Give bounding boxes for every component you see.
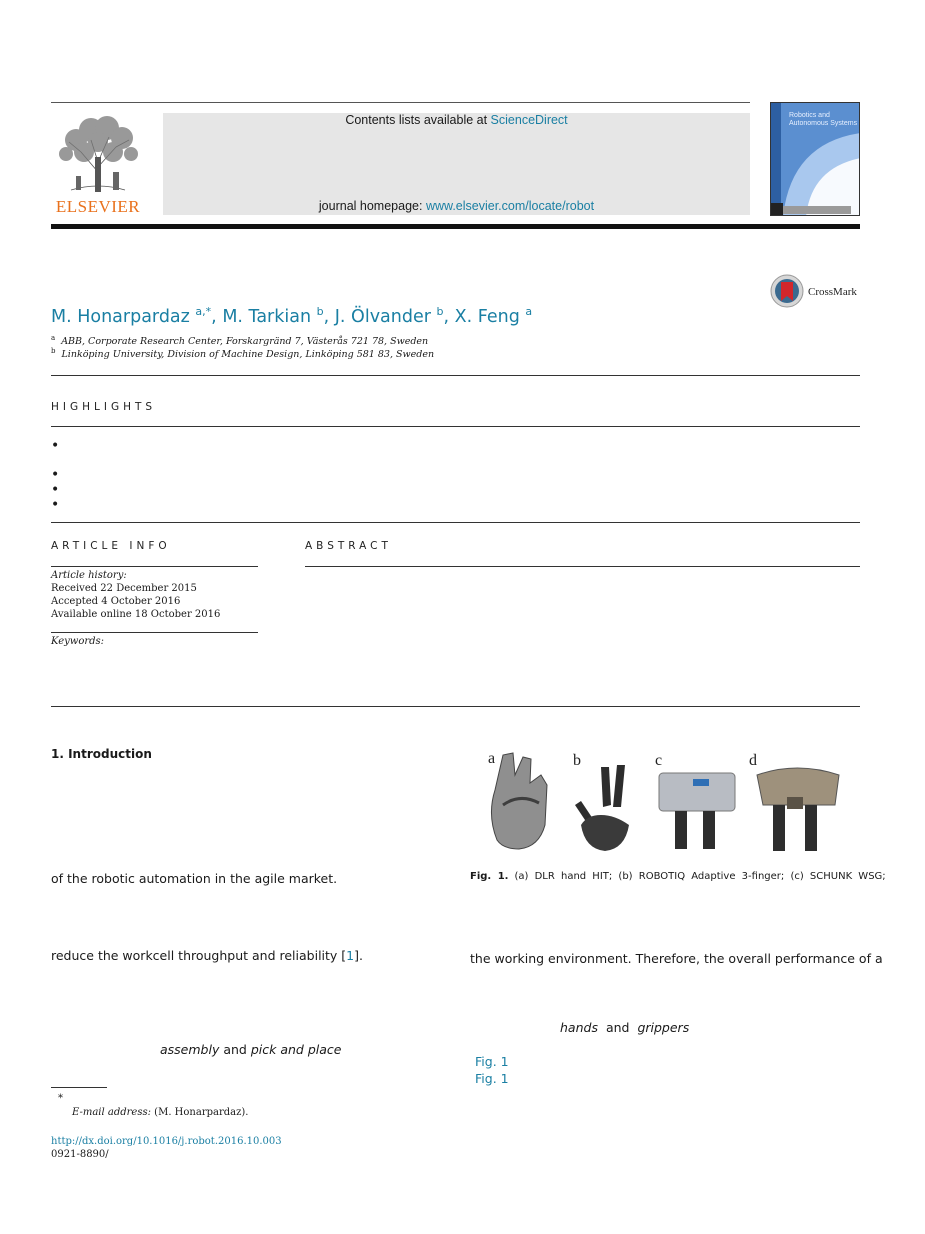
- figure-panel-b: [573, 752, 629, 851]
- fig-panel-letter: c: [655, 752, 663, 769]
- journal-homepage-link[interactable]: www.elsevier.com/locate/robot: [425, 199, 595, 213]
- intro-text: ].: [354, 948, 363, 963]
- term-grippers: grippers: [637, 1020, 690, 1035]
- crossmark-label: CrossMark: [808, 286, 857, 298]
- author-name[interactable]: M. Honarpardaz: [51, 306, 190, 327]
- author-name[interactable]: J. Ölvander: [334, 306, 431, 327]
- header-thick-rule: [51, 224, 860, 229]
- article-history-label: Article history:: [51, 570, 127, 581]
- email-label: E-mail address:: [72, 1107, 151, 1118]
- author-affiliation-mark[interactable]: a,*: [195, 305, 212, 318]
- journal-cover-image[interactable]: [770, 102, 860, 216]
- figure-1-grippers[interactable]: [475, 745, 860, 860]
- reference-link[interactable]: 1: [346, 948, 355, 963]
- figure-1-caption: [470, 871, 886, 882]
- highlights-heading: HIGHLIGHTS: [51, 401, 157, 413]
- author-name[interactable]: M. Tarkian: [222, 306, 312, 327]
- crossmark-icon: [770, 274, 804, 308]
- fig-panel-letter: b: [573, 752, 581, 769]
- crossmark-badge[interactable]: [770, 274, 862, 308]
- affiliation-mark: b: [51, 347, 56, 355]
- figure-panel-a: [488, 750, 547, 849]
- keywords-label: Keywords:: [51, 636, 105, 647]
- cover-journal-title: Robotics and Autonomous Systems: [789, 112, 858, 127]
- introduction-heading: 1. Introduction: [51, 747, 152, 761]
- fig-panel-letter: a: [488, 750, 496, 767]
- intro-text: and: [223, 1042, 247, 1057]
- figure-1-reference-link[interactable]: Fig. 1: [475, 1071, 509, 1086]
- affiliation-text: Linköping University, Division of Machine Design, Linköping 581 83, Sweden: [61, 349, 435, 361]
- section-rule: [51, 426, 860, 427]
- term-hands: hands: [560, 1020, 598, 1035]
- author-name[interactable]: X. Feng: [454, 306, 520, 327]
- sciencedirect-link[interactable]: ScienceDirect: [490, 113, 568, 127]
- front-matter-end-rule: [51, 706, 860, 707]
- elsevier-wordmark: ELSEVIER: [55, 197, 141, 216]
- abstract-heading: ABSTRACT: [305, 540, 392, 552]
- intro-text-line: of the robotic automation in the agile market.: [51, 871, 338, 886]
- received-date: Received 22 December 2015: [51, 583, 197, 594]
- email-owner: (M. Honarpardaz).: [154, 1107, 249, 1118]
- article-info-heading: ARTICLE INFO: [51, 540, 171, 552]
- article-info-rule: [51, 632, 258, 633]
- homepage-prefix: journal homepage:: [318, 199, 426, 213]
- body-text: and: [605, 1020, 630, 1035]
- author-affiliation-mark[interactable]: a: [525, 305, 533, 318]
- figure-panel-d: [749, 752, 839, 851]
- doi-link[interactable]: http://dx.doi.org/10.1016/j.robot.2016.10.003: [51, 1136, 282, 1147]
- body-text-line: the working environment. Therefore, the overall performance of a: [470, 951, 883, 966]
- section-rule: [51, 522, 860, 523]
- term-assembly: assembly: [160, 1042, 220, 1057]
- intro-text-line: [160, 1042, 341, 1057]
- body-text-line: [560, 1020, 689, 1035]
- author-affiliation-mark[interactable]: b: [316, 305, 324, 318]
- affiliation-a: [51, 334, 428, 347]
- affiliation-b: [51, 347, 434, 360]
- intro-text: reduce the workcell throughput and reliability [: [51, 948, 347, 963]
- highlight-bullet: •: [51, 467, 60, 483]
- contents-prefix: Contents lists available at: [345, 113, 491, 127]
- highlight-bullet: •: [51, 438, 60, 454]
- header-top-rule: [51, 102, 750, 103]
- footnote-email-line: [72, 1107, 248, 1118]
- homepage-line: [163, 199, 750, 213]
- figure-1-reference-link[interactable]: Fig. 1: [475, 1054, 509, 1069]
- accepted-date: Accepted 4 October 2016: [51, 596, 181, 607]
- section-rule: [51, 375, 860, 376]
- highlight-bullet: •: [51, 497, 60, 513]
- figure-panel-c: [655, 752, 735, 849]
- contents-line: [163, 113, 750, 127]
- figure-caption-text: (a) DLR hand HIT; (b) ROBOTIQ Adaptive 3-finger; (c) SCHUNK WSG;: [514, 871, 886, 882]
- author-affiliation-mark[interactable]: b: [436, 305, 444, 318]
- footnote-rule: [51, 1087, 107, 1088]
- term-pick-place: pick and place: [250, 1042, 342, 1057]
- affiliation-text: ABB, Corporate Research Center, Forskargränd 7, Västerås 721 78, Sweden: [61, 336, 429, 348]
- intro-text-line: [51, 948, 363, 963]
- fig-panel-letter: d: [749, 752, 757, 769]
- affiliation-mark: a: [51, 334, 56, 342]
- online-date: Available online 18 October 2016: [51, 609, 221, 620]
- abstract-rule: [305, 566, 860, 567]
- highlight-bullet: •: [51, 482, 60, 498]
- figure-caption-label: Fig. 1.: [470, 871, 509, 882]
- article-info-rule: [51, 566, 258, 567]
- author-list: M. Honarpardaz $^{a,*}$, M. Tarkian $^b$, J. Ölvander $^b$, X. Feng $^a$: [51, 305, 533, 327]
- footnote-star: *: [58, 1093, 63, 1104]
- issn-text: 0921-8890/: [51, 1149, 109, 1160]
